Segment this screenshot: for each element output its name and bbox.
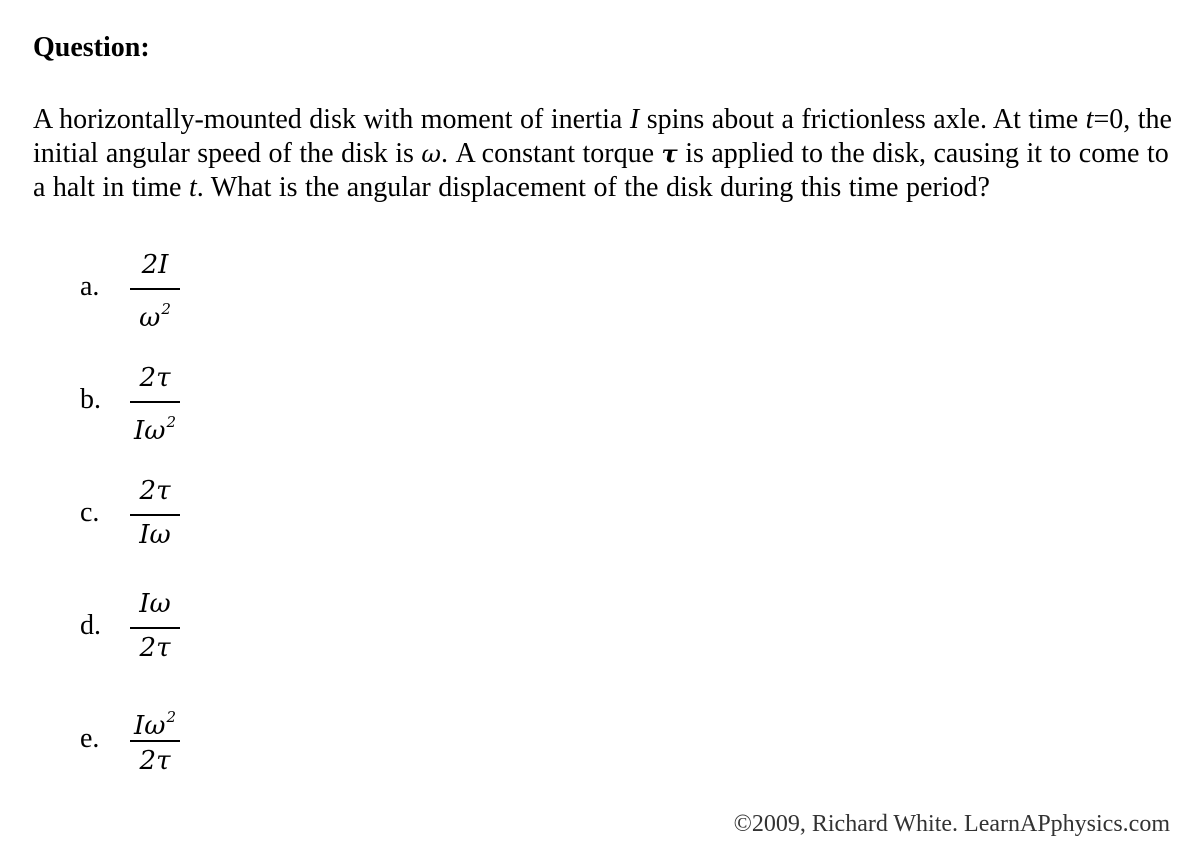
fraction-numerator: $I\omega^2$: [133, 708, 177, 741]
fraction-bar: [130, 401, 180, 403]
choice-e[interactable]: [0, 702, 400, 782]
question-heading: Question:: [33, 32, 150, 63]
copyright-footer: ©2009, Richard White. LearnAPphysics.com: [733, 811, 1170, 837]
fraction-bar: [130, 288, 180, 290]
choice-c[interactable]: [0, 476, 400, 556]
fraction-denominator: 2τ: [139, 633, 171, 663]
choice-b[interactable]: [0, 363, 400, 446]
fraction-bar: [130, 627, 180, 629]
question-text: A horizontally-mounted disk with moment of inertia I spins about a frictionless axle. At time t=0, the initial angular speed of the disk is ω. A constant torque τ is applied to the disk, causing it to come to a halt in time t. What is the angular displacement of the disk during this time period?: [33, 104, 1172, 203]
fraction: [128, 589, 182, 669]
fraction-numerator: Iω: [139, 589, 171, 619]
fraction: [128, 702, 182, 782]
choice-d[interactable]: [0, 589, 400, 669]
choice-letter: d.: [80, 610, 101, 641]
fraction-numerator: 2I: [141, 250, 169, 280]
choice-letter: e.: [80, 723, 100, 754]
fraction-denominator: 2τ: [139, 746, 171, 776]
symbol-t: t: [1085, 104, 1094, 135]
fraction: [128, 476, 182, 556]
fraction-bar: [130, 514, 180, 516]
choice-letter: c.: [80, 497, 100, 528]
symbol-t: t: [188, 172, 197, 203]
fraction-bar: [130, 740, 180, 742]
choice-letter: b.: [80, 384, 101, 415]
choice-a[interactable]: [0, 250, 400, 333]
symbol-I: I: [629, 104, 640, 135]
fraction: [128, 363, 182, 446]
fraction-denominator: Iω: [139, 520, 171, 550]
fraction-denominator: $I\omega^2$: [133, 413, 177, 446]
fraction-denominator: $\omega^2$: [139, 300, 171, 333]
fraction-numerator: 2τ: [139, 476, 171, 506]
symbol-omega: ω: [421, 140, 441, 168]
fraction-numerator: 2τ: [139, 363, 171, 393]
symbol-tau: τ: [661, 139, 678, 168]
choice-letter: a.: [80, 271, 100, 302]
fraction: [128, 250, 182, 333]
